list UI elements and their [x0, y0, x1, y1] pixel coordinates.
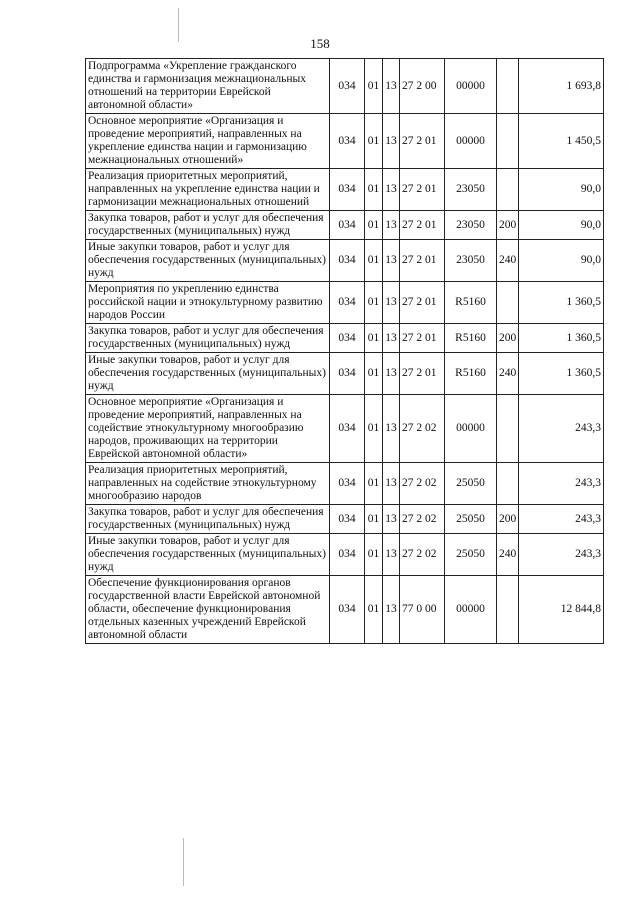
row-amount: 12 844,8: [519, 576, 604, 644]
row-direction-code: R5160: [445, 282, 497, 324]
row-direction-code: R5160: [445, 324, 497, 353]
table-row: [86, 240, 604, 282]
row-amount: 1 693,8: [519, 59, 604, 114]
table-row: [86, 505, 604, 534]
row-amount: 1 450,5: [519, 114, 604, 169]
row-admin-code: 034: [330, 240, 365, 282]
row-amount: 1 360,5: [519, 353, 604, 395]
row-program-code: 27 2 00: [400, 59, 445, 114]
row-program-code: 77 0 00: [400, 576, 445, 644]
row-admin-code: 034: [330, 353, 365, 395]
row-amount: 243,3: [519, 534, 604, 576]
row-section-code: 01: [365, 211, 383, 240]
row-admin-code: 034: [330, 324, 365, 353]
row-direction-code: 23050: [445, 240, 497, 282]
row-admin-code: 034: [330, 169, 365, 211]
row-subsection-code: 13: [383, 576, 400, 644]
row-program-code: 27 2 01: [400, 353, 445, 395]
table-row: [86, 114, 604, 169]
table-row: [86, 395, 604, 463]
row-subsection-code: 13: [383, 282, 400, 324]
row-amount: 1 360,5: [519, 324, 604, 353]
row-program-code: 27 2 02: [400, 534, 445, 576]
row-section-code: 01: [365, 169, 383, 211]
row-direction-code: 25050: [445, 534, 497, 576]
row-program-code: 27 2 02: [400, 505, 445, 534]
row-subsection-code: 13: [383, 211, 400, 240]
row-direction-code: R5160: [445, 353, 497, 395]
table-row: [86, 576, 604, 644]
row-direction-code: 25050: [445, 505, 497, 534]
row-section-code: 01: [365, 114, 383, 169]
row-program-code: 27 2 01: [400, 282, 445, 324]
row-direction-code: 00000: [445, 59, 497, 114]
row-name: Реализация приоритетных мероприятий, направленных на укрепление единства нации и гармонизации межнациональных отношений: [86, 169, 330, 211]
scan-artifact: [183, 838, 184, 886]
table-row: [86, 282, 604, 324]
row-program-code: 27 2 02: [400, 395, 445, 463]
row-direction-code: 23050: [445, 169, 497, 211]
row-direction-code: 25050: [445, 463, 497, 505]
row-section-code: 01: [365, 534, 383, 576]
row-subsection-code: 13: [383, 534, 400, 576]
row-subsection-code: 13: [383, 505, 400, 534]
row-name: Закупка товаров, работ и услуг для обеспечения государственных (муниципальных) нужд: [86, 324, 330, 353]
row-section-code: 01: [365, 353, 383, 395]
row-amount: 1 360,5: [519, 282, 604, 324]
row-name: Подпрограмма «Укрепление гражданского единства и гармонизация межнациональных отношений на территории Еврейской автономной области»: [86, 59, 330, 114]
row-name: Основное мероприятие «Организация и проведение мероприятий, направленных на укрепление единства нации и гармонизацию межнациональных отношений»: [86, 114, 330, 169]
row-expense-type-code: [497, 169, 519, 211]
row-direction-code: 23050: [445, 211, 497, 240]
row-section-code: 01: [365, 463, 383, 505]
row-section-code: 01: [365, 576, 383, 644]
row-amount: 90,0: [519, 211, 604, 240]
row-expense-type-code: [497, 463, 519, 505]
table-row: [86, 324, 604, 353]
row-subsection-code: 13: [383, 169, 400, 211]
row-amount: 243,3: [519, 463, 604, 505]
row-name: Обеспечение функционирования органов государственной власти Еврейской автономной области, обеспечение функционирования отдельных казенных учреждений Еврейской автономной области: [86, 576, 330, 644]
row-admin-code: 034: [330, 576, 365, 644]
table-row: [86, 534, 604, 576]
row-admin-code: 034: [330, 395, 365, 463]
row-admin-code: 034: [330, 534, 365, 576]
row-program-code: 27 2 02: [400, 463, 445, 505]
table-row: [86, 169, 604, 211]
row-expense-type-code: 200: [497, 211, 519, 240]
row-subsection-code: 13: [383, 353, 400, 395]
row-program-code: 27 2 01: [400, 211, 445, 240]
table-row: [86, 59, 604, 114]
row-admin-code: 034: [330, 59, 365, 114]
row-name: Мероприятия по укреплению единства российской нации и этнокультурному развитию народов России: [86, 282, 330, 324]
row-section-code: 01: [365, 240, 383, 282]
row-section-code: 01: [365, 324, 383, 353]
row-amount: 243,3: [519, 505, 604, 534]
budget-table: [85, 58, 604, 644]
row-section-code: 01: [365, 59, 383, 114]
row-expense-type-code: [497, 395, 519, 463]
row-admin-code: 034: [330, 114, 365, 169]
row-direction-code: 00000: [445, 576, 497, 644]
row-subsection-code: 13: [383, 395, 400, 463]
row-subsection-code: 13: [383, 240, 400, 282]
row-direction-code: 00000: [445, 114, 497, 169]
row-name: Иные закупки товаров, работ и услуг для обеспечения государственных (муниципальных) нужд: [86, 240, 330, 282]
row-admin-code: 034: [330, 211, 365, 240]
row-subsection-code: 13: [383, 114, 400, 169]
row-name: Закупка товаров, работ и услуг для обеспечения государственных (муниципальных) нужд: [86, 211, 330, 240]
row-admin-code: 034: [330, 463, 365, 505]
row-section-code: 01: [365, 282, 383, 324]
row-expense-type-code: [497, 576, 519, 644]
row-name: Иные закупки товаров, работ и услуг для обеспечения государственных (муниципальных) нужд: [86, 353, 330, 395]
table-body: [86, 59, 604, 644]
scan-artifact: [178, 8, 179, 42]
row-name: Реализация приоритетных мероприятий, направленных на содействие этнокультурному многообразию народов: [86, 463, 330, 505]
row-expense-type-code: 240: [497, 534, 519, 576]
row-subsection-code: 13: [383, 59, 400, 114]
row-amount: 90,0: [519, 169, 604, 211]
row-program-code: 27 2 01: [400, 324, 445, 353]
row-subsection-code: 13: [383, 463, 400, 505]
row-amount: 243,3: [519, 395, 604, 463]
row-section-code: 01: [365, 505, 383, 534]
row-expense-type-code: 240: [497, 353, 519, 395]
row-section-code: 01: [365, 395, 383, 463]
row-subsection-code: 13: [383, 324, 400, 353]
row-amount: 90,0: [519, 240, 604, 282]
row-expense-type-code: 240: [497, 240, 519, 282]
row-direction-code: 00000: [445, 395, 497, 463]
row-expense-type-code: [497, 59, 519, 114]
row-program-code: 27 2 01: [400, 169, 445, 211]
page-number: 158: [310, 36, 330, 51]
row-name: Закупка товаров, работ и услуг для обеспечения государственных (муниципальных) нужд: [86, 505, 330, 534]
row-expense-type-code: 200: [497, 324, 519, 353]
table-row: [86, 463, 604, 505]
row-admin-code: 034: [330, 282, 365, 324]
row-program-code: 27 2 01: [400, 114, 445, 169]
table-row: [86, 211, 604, 240]
row-name: Иные закупки товаров, работ и услуг для обеспечения государственных (муниципальных) нужд: [86, 534, 330, 576]
row-admin-code: 034: [330, 505, 365, 534]
table-row: [86, 353, 604, 395]
row-expense-type-code: 200: [497, 505, 519, 534]
row-expense-type-code: [497, 114, 519, 169]
row-name: Основное мероприятие «Организация и проведение мероприятий, направленных на содействие этнокультурному многообразию народов, проживающих на территории Еврейской автономной области»: [86, 395, 330, 463]
row-expense-type-code: [497, 282, 519, 324]
row-program-code: 27 2 01: [400, 240, 445, 282]
